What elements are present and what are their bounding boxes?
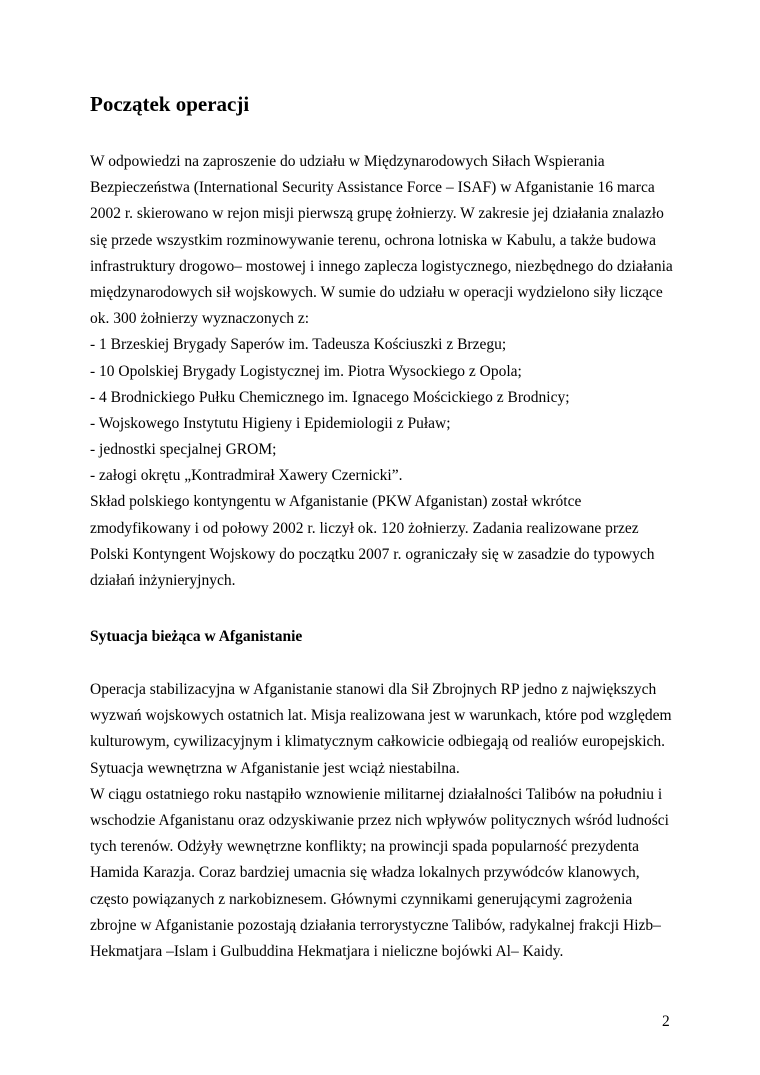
text-line: zmodyfikowany i od połowy 2002 r. liczył ok. 120 żołnierzy. Zadania realizowane przez [90, 519, 639, 537]
text-line: infrastruktury drogowo– mostowej i innego zaplecza logistycznego, niezbędnego do działania [90, 257, 673, 275]
list-item: - 1 Brzeskiej Brygady Saperów im. Tadeusza Kościuszki z Brzegu; [90, 336, 507, 354]
text-line: Operacja stabilizacyjna w Afganistanie stanowi dla Sił Zbrojnych RP jedno z największych [90, 681, 657, 698]
list-item: - jednostki specjalnej GROM; [90, 441, 277, 459]
text-line: Polski Kontyngent Wojskowy do początku 2007 r. ograniczały się w zasadzie do typowych [90, 545, 655, 563]
text-line: kulturowym, cywilizacyjnym i klimatycznym całkowicie odbiegają od realiów europejskich. [90, 733, 666, 751]
text-line: międzynarodowych sił wojskowych. W sumie do udziału w operacji wydzielono siły liczące [90, 283, 663, 301]
section-1-body [90, 149, 680, 594]
text-line: Sytuacja wewnętrzna w Afganistanie jest wciąż niestabilna. [90, 759, 460, 777]
text-line: Hekmatjara –Islam i Gulbuddina Hekmatjara i nieliczne bojówki Al– Kaidy. [90, 942, 564, 960]
page-title: Początek operacji [90, 92, 250, 116]
text-line: zbrojne w Afganistanie pozostają działania terrorystyczne Talibów, radykalnej frakcji Hizb– [90, 916, 661, 934]
list-item: - 4 Brodnickiego Pułku Chemicznego im. Ignacego Mościckiego z Brodnicy; [90, 388, 570, 406]
page-number: 2 [662, 1013, 670, 1030]
list-item: - 10 Opolskiej Brygady Logistycznej im. Piotra Wysockiego z Opola; [90, 362, 522, 380]
text-line: często powiązanych z narkobiznesem. Głównymi czynnikami generującymi zagrożenia [90, 890, 633, 908]
text-line: Bezpieczeństwa (International Security Assistance Force – ISAF) w Afganistanie 16 marca [90, 179, 655, 197]
text-line: W ciągu ostatniego roku nastąpiło wznowienie militarnej działalności Talibów na południu i [90, 785, 663, 803]
text-line: 2002 r. skierowano w rejon misji pierwszą grupę żołnierzy. W zakresie jej działania znalazło [90, 205, 664, 223]
list-item: - Wojskowego Instytutu Higieny i Epidemiologii z Puław; [90, 414, 451, 432]
text-line: tych terenów. Odżyły wewnętrzne konflikty; na prowincji spada popularność prezydenta [90, 838, 640, 856]
section-2-body [90, 677, 680, 965]
text-line: wschodzie Afganistanu oraz odzyskiwanie przez nich wpływów politycznych wśród ludności [90, 811, 669, 829]
text-line: Hamida Karazja. Coraz bardziej umacnia się władza lokalnych przywódców klanowych, [90, 864, 640, 882]
list-item: - załogi okrętu „Kontradmirał Xawery Czernicki”. [90, 467, 403, 485]
text-line: wyzwań wojskowych ostatnich lat. Misja realizowana jest w warunkach, które pod względem [90, 707, 672, 725]
text-line: ok. 300 żołnierzy wyznaczonych z: [90, 310, 310, 328]
text-line: Skład polskiego kontyngentu w Afganistanie (PKW Afganistan) został wkrótce [90, 493, 582, 511]
text-line: się przede wszystkim rozminowywanie terenu, ochrona lotniska w Kabulu, a także budowa [90, 231, 657, 249]
section-heading: Sytuacja bieżąca w Afganistanie [90, 628, 303, 645]
text-line: działań inżynieryjnych. [90, 572, 236, 589]
text-line: W odpowiedzi na zaproszenie do udziału w Międzynarodowych Siłach Wspierania [90, 153, 605, 170]
